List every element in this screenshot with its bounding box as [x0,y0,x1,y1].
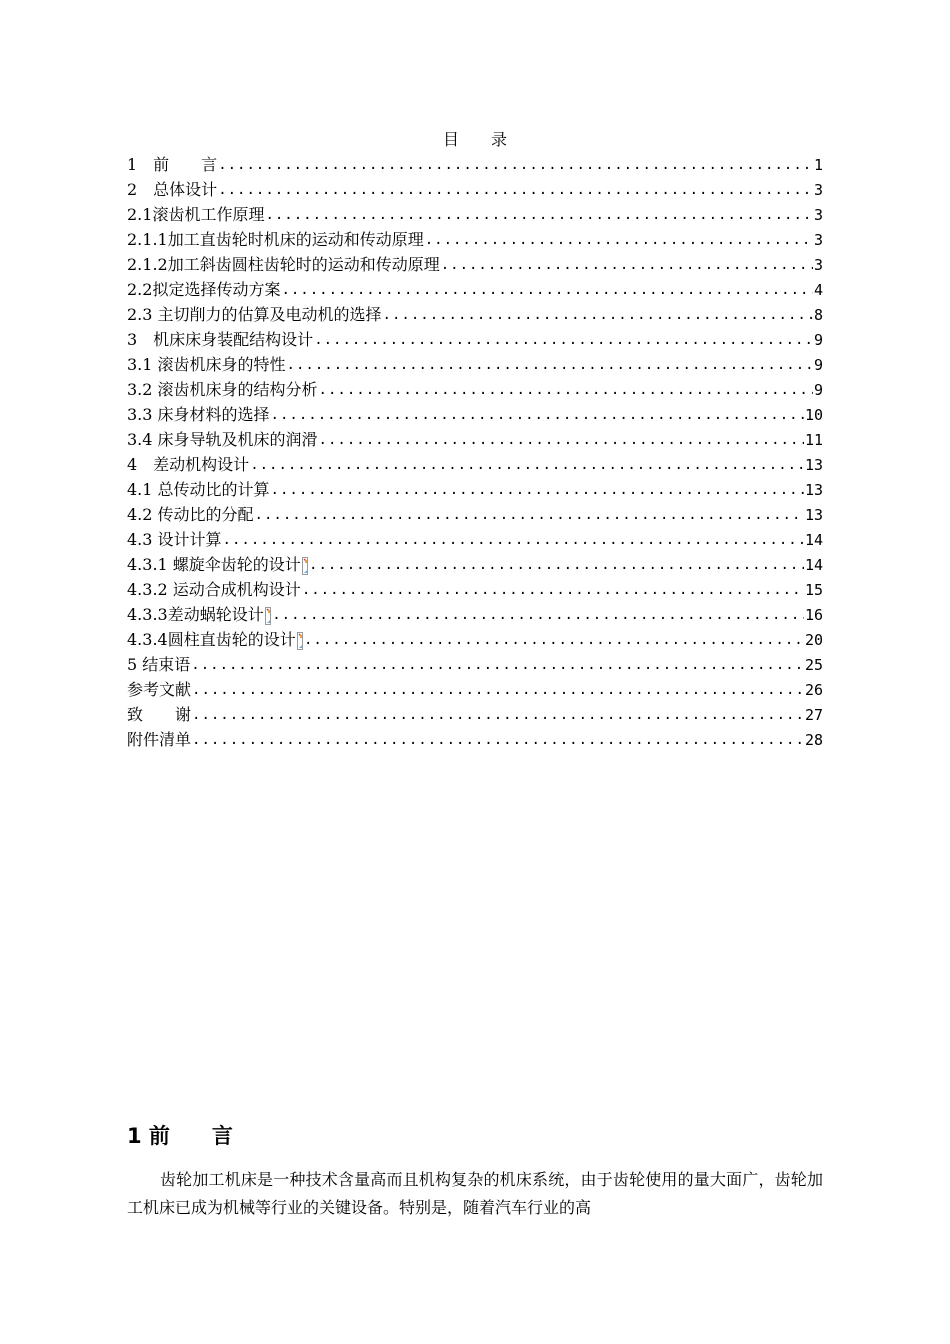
toc-entry[interactable] [127,650,823,675]
toc-entry[interactable] [127,275,823,300]
toc-dot-leader [425,230,813,250]
toc-page-number: 13 [804,456,823,474]
toc-entry-label: 4.3.3差动蜗轮设计 [127,605,264,624]
toc-entry-label: 4.1 总传动比的计算 [127,480,270,499]
toc-entry-label: 4.2 传动比的分配 [127,505,254,524]
toc-dot-leader [265,205,813,225]
toc-page-number: 11 [804,431,823,449]
toc-entry-label: 2.1.1加工直齿轮时机床的运动和传动原理 [127,230,424,249]
toc-page-number: 8 [813,306,823,324]
toc-entry-label: 1 前 言 [127,155,218,174]
toc-entry[interactable] [127,625,823,650]
toc-entry-label: 4.3.1 螺旋伞齿轮的设计 [127,555,301,574]
toc-page-number: 26 [804,681,823,699]
toc-entry[interactable] [127,225,823,250]
toc-entry-label: 附件清单 [127,730,192,749]
toc-dot-leader [192,680,804,700]
toc-entry[interactable] [127,425,823,450]
toc-dot-leader [441,255,813,275]
toc-dot-leader [250,455,804,475]
toc-page-number: 13 [804,481,823,499]
toc-page-number: 16 [804,606,823,624]
toc-page-number: 9 [813,356,823,374]
toc-page-number: 25 [804,656,823,674]
toc-dot-leader [281,280,813,300]
toc-entry[interactable] [127,400,823,425]
toc-dot-leader [309,555,804,575]
toc-dot-leader [314,330,813,350]
toc-page-number: 14 [804,556,823,574]
toc-dot-leader [319,430,804,450]
broken-image-icon [265,607,272,625]
toc-entry[interactable] [127,350,823,375]
toc-page-number: 3 [813,256,823,274]
toc-entry-label: 4.3.4圆柱直齿轮的设计 [127,630,296,649]
toc-entry[interactable] [127,475,823,500]
section-heading: 1 前 言 [127,1124,233,1148]
broken-image-icon [297,632,303,650]
toc-entry[interactable] [127,675,823,700]
toc-entry[interactable] [127,325,823,350]
toc-page-number: 3 [813,231,823,249]
toc-entry-label: 3.4 床身导轨及机床的润滑 [127,430,318,449]
toc-page-number: 10 [804,406,823,424]
toc-dot-leader [255,505,804,525]
toc-dot-leader [192,730,804,750]
toc-dot-leader [271,480,804,500]
toc-page-number: 15 [804,581,823,599]
toc-entry[interactable] [127,200,823,225]
toc-entry-label: 4.3 设计计算 [127,530,222,549]
toc-entry[interactable] [127,550,823,575]
toc-entry[interactable] [127,300,823,325]
toc-dot-leader [192,705,804,725]
toc-entry[interactable] [127,375,823,400]
toc-entry[interactable] [127,250,823,275]
toc-entry-label: 2.1.2加工斜齿圆柱齿轮时的运动和传动原理 [127,255,440,274]
toc-entry-label: 3.1 滚齿机床身的特性 [127,355,286,374]
toc-page-number: 27 [804,706,823,724]
toc-page-number: 13 [804,506,823,524]
toc-entry[interactable] [127,725,823,750]
toc-entry-label: 2.1滚齿机工作原理 [127,205,265,224]
toc-dot-leader [272,605,804,625]
toc-entry-label: 2 总体设计 [127,180,218,199]
toc-title: 目 录 [442,130,507,149]
toc-entry-label: 3.3 床身材料的选择 [127,405,270,424]
toc-page-number: 9 [813,331,823,349]
toc-entry[interactable] [127,150,823,175]
toc-dot-leader [191,655,804,675]
toc-entry[interactable] [127,175,823,200]
toc-dot-leader [383,305,813,325]
toc-entry[interactable] [127,700,823,725]
toc-entry-label: 2.3 主切削力的估算及电动机的选择 [127,305,382,324]
toc-entry[interactable] [127,525,823,550]
toc-page-number: 28 [804,731,823,749]
toc-entry-label: 参考文献 [127,680,192,699]
toc-entry[interactable] [127,450,823,475]
toc-entry-label: 致 谢 [127,705,192,724]
body-paragraph: 齿轮加工机床是一种技术含量高而且机构复杂的机床系统，由于齿轮使用的量大面广，齿轮加工机床已成为机械等行业的关键设备。特别是，随着汽车行业的高 [127,1170,823,1217]
toc-page-number: 9 [813,381,823,399]
toc-entry[interactable] [127,600,823,625]
toc-dot-leader [319,380,813,400]
toc-page-number: 3 [813,206,823,224]
toc-entry-label: 3 机床床身装配结构设计 [127,330,314,349]
toc-entry[interactable] [127,575,823,600]
toc-dot-leader [218,180,813,200]
toc-entry-label: 5 结束语 [127,655,191,674]
toc-page-number: 4 [813,281,823,299]
toc-entry-label: 4 差动机构设计 [127,455,250,474]
toc-dot-leader [223,530,804,550]
toc-entry[interactable] [127,500,823,525]
toc-entry-label: 4.3.2 运动合成机构设计 [127,580,301,599]
toc-page-number: 20 [804,631,823,649]
broken-image-icon [302,557,308,575]
toc-entry-label: 3.2 滚齿机床身的结构分析 [127,380,318,399]
toc-dot-leader [302,580,804,600]
toc-page-number: 14 [804,531,823,549]
toc-page-number: 1 [813,156,823,174]
toc-dot-leader [304,630,804,650]
toc-dot-leader [287,355,813,375]
toc-dot-leader [218,155,813,175]
toc-page-number: 3 [813,181,823,199]
table-of-contents [127,150,823,750]
toc-entry-label: 2.2拟定选择传动方案 [127,280,281,299]
toc-dot-leader [271,405,804,425]
